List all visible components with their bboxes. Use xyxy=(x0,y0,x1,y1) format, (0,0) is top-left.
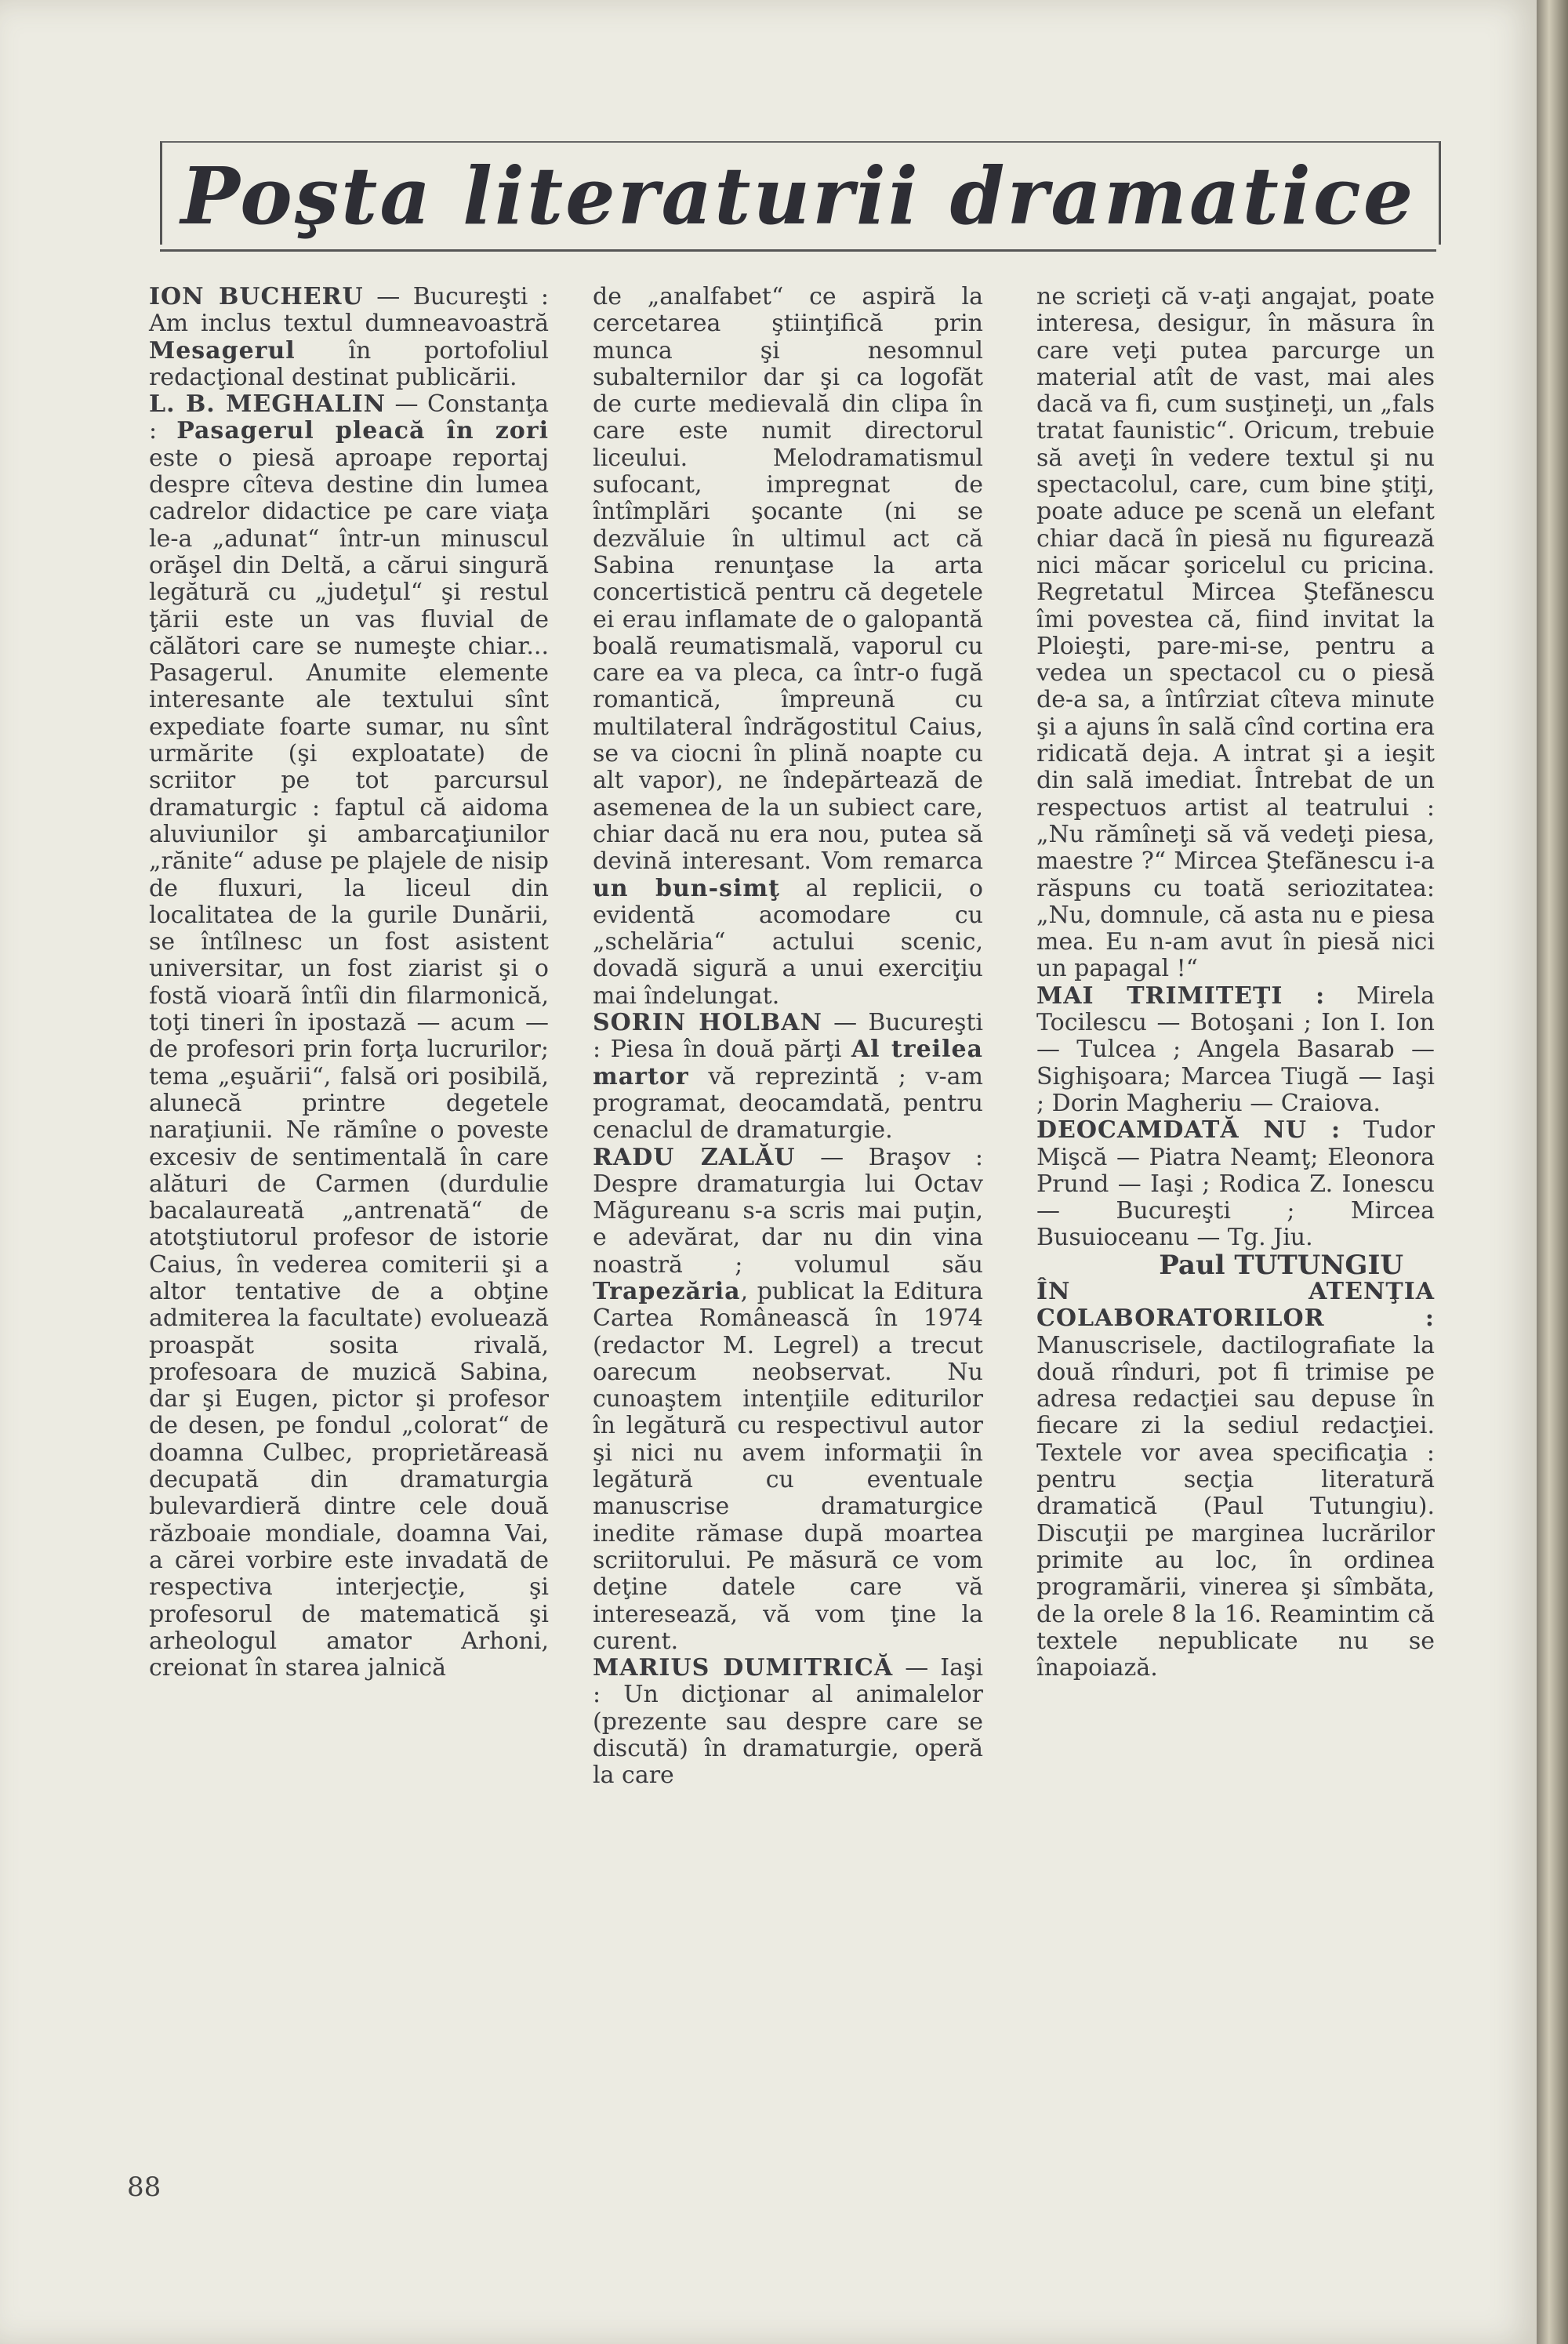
work-title: Mesagerul xyxy=(149,336,296,365)
letter-paragraph: ION BUCHERU — Bucureşti : Am inclus textul dumneavoastră Mesagerul în portofoliul redacţional destinat publicării. xyxy=(149,283,549,391)
binding-edge xyxy=(1537,0,1568,2344)
work-title: Al treilea martor xyxy=(593,1036,983,1090)
signature: Paul TUTUNGIU xyxy=(1159,1249,1403,1281)
correspondent-name: L. B. MEGHALIN xyxy=(149,390,387,419)
section-label: ÎN ATENŢIA COLABORATORILOR : xyxy=(1036,1277,1435,1333)
letter-paragraph: RADU ZALĂU — Braşov : Despre dramaturgia lui Octav Măgureanu s-a scris mai puţin, e adevărat, dar nu din vina noastră ; volumul său Trapezăria, publicat la Editura Cartea Românească în 1974 (redactor M. Legrel) a trecut oarecum neobservat. Nu cunoaştem intenţiile editurilor în legătură cu respectivul autor şi nici nu avem informaţii în legătură cu eventuale manuscrise dramaturgice inedite rămase după moartea scriitorului. Pe măsură ce vom deţine datele care vă interesează, vă vom ţine la curent. xyxy=(593,1143,984,1655)
section-label: DEOCAMDATĂ NU : xyxy=(1036,1116,1341,1145)
column-1 xyxy=(149,284,549,1682)
letter-paragraph: MAI TRIMITEŢI : Mirela Tocilescu — Botoşani ; Ion I. Ion — Tulcea ; Angela Basarab — Sighişoara; Marcea Tiugă — Iaşi ; Dorin Magheriu — Craiova. xyxy=(1036,982,1435,1117)
editor-signature xyxy=(1036,1249,1435,1281)
correspondent-name: RADU ZALĂU xyxy=(593,1143,796,1171)
letter-paragraph: MARIUS DUMITRICĂ — Iaşi : Un dicţionar al animalelor (prezente sau despre care se discută) în dramaturgie, operă la care xyxy=(593,1654,983,1790)
letter-paragraph: ÎN ATENŢIA COLABORATORILOR : Manuscrisele, dactilografiate la două rînduri, pot fi trimise pe adresa redacţiei sau depuse în fiecare zi la sediul redacţiei. Textele vor avea specificaţia : pentru secţia literatură dramatică (Paul Tutungiu). Discuţii pe marginea lucrărilor primite au loc, în ordinea programării, vinerea şi sîmbăta, de la orele 8 la 16. Reamintim că textele nepublicate nu se înapoiază. xyxy=(1036,1277,1435,1682)
letter-paragraph: DEOCAMDATĂ NU : Tudor Mişcă — Piatra Neamţ; Eleonora Prund — Iaşi ; Rodica Z. Ionescu — Bucureşti ; Mircea Busuioceanu — Tg. Jiu. xyxy=(1036,1116,1435,1252)
page-number: 88 xyxy=(127,2172,162,2203)
highlight: un bun-simţ xyxy=(593,874,780,902)
letter-paragraph: L. B. MEGHALIN — Constanţa : Pasagerul pleacă în zori este o piesă aproape reportaj despre cîteva destine din lumea cadrelor didactice pe care viaţa le-a „adunat“ într-un minuscul orăşel din Deltă, a cărui singură legătură cu „judeţul“ şi restul ţării este un vas fluvial de călători care se numeşte chiar... Pasagerul. Anumite elemente interesante ale textului sînt expediate foarte sumar, nu sînt urmărite (şi exploatate) de scriitor pe tot parcursul dramaturgic : faptul că aidoma aluviunilor şi ambarcaţiunilor „rănite“ aduse pe plajele de nisip de fluxuri, la liceul din localitatea de la gurile Dunării, se întîlnesc un fost asistent universitar, un fost ziarist şi o fostă vioară întîi din filarmonică, toţi tineri în ipostază — acum — de profesori prin forţa lucrurilor; tema „eşuării“, falsă ori posibilă, alunecă printre degetele naraţiunii. Ne rămîne o poveste excesiv de sentimentală în care alături de Carmen (durdulie bacalaureată „antrenată“ de atotştiutorul profesor de istorie Caius, în vederea comiterii şi a altor tentative de a obţine admiterea la facultate) evoluează proaspăt sosita rivală, profesoara de muzică Sabina, dar şi Eugen, pictor şi profesor de desen, pe fondul „colorat“ de doamna Culbec, proprietăreasă decupată din dramaturgia bulevardieră dintre cele două războaie mondiale, doamna Vai, a cărei vorbire este invadată de respectiva interjecţie, şi profesorul de matematică şi arheologul amator Arhoni, creionat în starea jalnică xyxy=(149,390,549,1682)
column-3 xyxy=(1036,284,1435,1682)
title-rule xyxy=(160,249,1436,252)
correspondent-name: ION BUCHERU xyxy=(149,283,364,310)
work-title: Trapezăria xyxy=(593,1277,741,1305)
page-title: Poşta literaturii dramatice xyxy=(180,150,1416,242)
column-2 xyxy=(593,284,983,1790)
letter-paragraph: SORIN HOLBAN — Bucureşti : Piesa în două părţi Al treilea martor vă reprezintă ; v-am programat, deocamdată, pentru cenaclul de dramaturgie. xyxy=(593,1009,983,1145)
section-label: MAI TRIMITEŢI : xyxy=(1036,982,1326,1010)
letter-paragraph: ne scrieţi că v-aţi angajat, poate interesa, desigur, în măsura în care veţi putea parcurge un material atît de vast, mai ales dacă va fi, cum susţineţi, un „fals tratat faunistic“. Oricum, trebuie să aveţi în vedere textul şi nu spectacolul, care, cum bine ştiţi, poate aduce pe scenă un elefant chiar dacă în piesă nu figurează nici măcar şoricelul cu pricina. Regretatul Mircea Ştefănescu îmi povestea că, fiind invitat la Ploieşti, pare-mi-se, pentru a vedea un spectacol cu o piesă de-a sa, a întîrziat cîteva minute şi a ajuns în sală cînd cortina era ridicată deja. A intrat şi a ieşit din sală imediat. Întrebat de un respectuos artist al teatrului : „Nu rămîneţi să vă vedeţi piesa, maestre ?“ Mircea Ştefănescu i-a răspuns cu toată seriozitatea: „Nu, domnule, că asta nu e piesa mea. Eu n-am avut în piesă nici un papagal !“ xyxy=(1036,283,1435,983)
letter-paragraph: de „analfabet“ ce aspiră la cercetarea ştiinţifică prin munca şi nesomnul subalternilor dar şi ca logofăt de curte medievală din clipa în care este numit directorul liceului. Melodramatismul sufocant, impregnat de întîmplări şocante (ni se dezvăluie în ultimul act că Sabina renunţase la arta concertistică pentru că degetele ei erau inflamate de o galopantă boală reumatismală, vaporul cu care ea va pleca, ca într-o fugă romantică, împreună cu multilateral îndrăgostitul Caius, se va ciocni în plină noapte cu alt vapor), ne îndepărtează de asemenea de la un subiect care, chiar dacă nu era nou, putea să devină interesant. Vom remarca un bun-simţ al replicii, o evidentă acomodare cu „schelăria“ actului scenic, dovadă sigură a unui exerciţiu mai îndelungat. xyxy=(593,283,983,1010)
correspondent-name: MARIUS DUMITRICĂ xyxy=(593,1654,894,1682)
correspondent-name: SORIN HOLBAN xyxy=(593,1009,822,1037)
work-title: Pasagerul pleacă în zori xyxy=(176,417,549,445)
